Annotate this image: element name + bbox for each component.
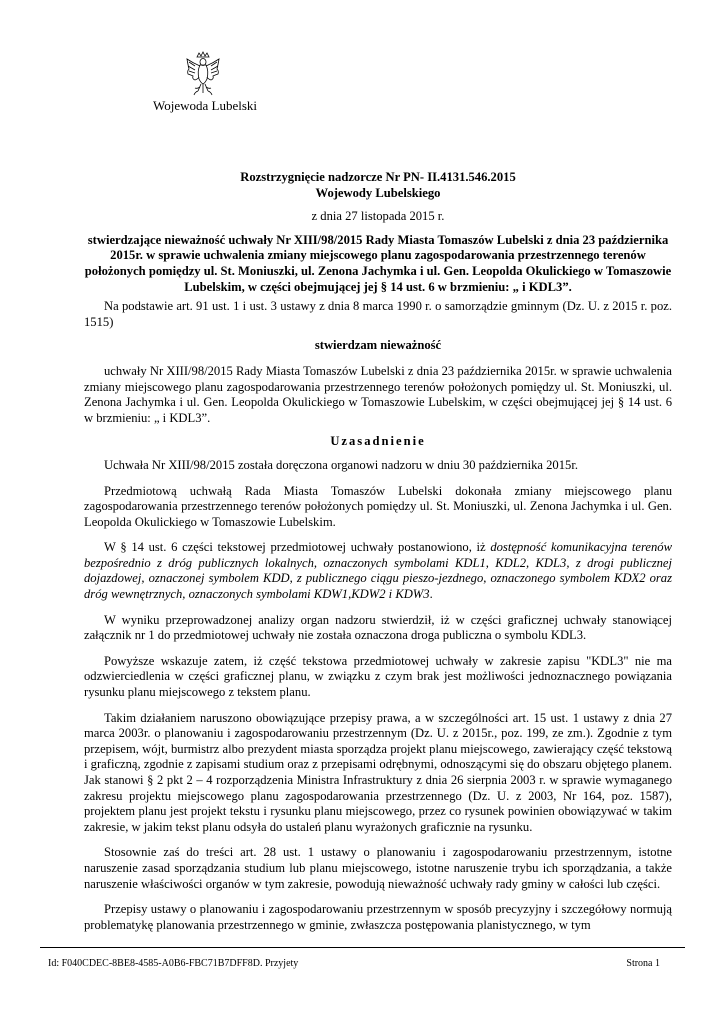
- paragraph-1: Uchwała Nr XIII/98/2015 została doręczona organowi nadzoru w dniu 30 października 2015r.: [104, 457, 578, 472]
- resolution-title: Rozstrzygnięcie nadzorcze Nr PN- II.4131.546.2015: [240, 170, 516, 184]
- decision-text: uchwały Nr XIII/98/2015 Rady Miasta Tomaszów Lubelski z dnia 23 października 2015r. w sprawie uchwalenia zmiany miejscowego planu zagospodarowania przestrzennego terenów położonych pomiędzy ul. St. Moniuszki, ul. Zenona Jachymka i ul. Gen. Leopolda Okulickiego w Tomaszowie Lubelskim, w części obejmującej jej § 14 ust. 6 w brzmieniu: „ i KDL3”.: [84, 363, 672, 425]
- issuer-name: Wojewoda Lubelski: [152, 98, 257, 113]
- paragraph-6: Takim działaniem naruszono obowiązujące przepisy prawa, a w szczególności art. 15 ust. 1 ustawy z dnia 27 marca 2003r. o planowaniu i zagospodarowaniu przestrzennym (Dz. U. z 2015r., poz. 199, ze zm.). Zgodnie z tym przepisem, wójt, burmistrz albo prezydent miasta sporządza projekt planu miejscowego, zawierający część tekstową i graficzną, zgodnie z zapisami studium oraz z przepisami odrębnymi, odnoszącymi się do obszaru objętego planem. Jak stanowi § 2 pkt 2 – 4 rozporządzenia Ministra Infrastruktury z dnia 26 sierpnia 2003 r. w sprawie wymaganego zakresu projektu miejscowego planu zagospodarowania przestrzennego (Dz. U. z 2003, Nr 164, poz. 1587), projektem planu jest projekt tekstu i rysunku planu miejscowego, przez co rysunek powinien obowiązywać w takim zakresie, w jakim tekst planu odsyła do ustaleń planu wyrażonych graficznie na rysunku.: [84, 710, 672, 834]
- paragraph-4: W wyniku przeprowadzonej analizy organ nadzoru stwierdził, iż w części graficznej uchwały stanowiącej załącznik nr 1 do przedmiotowej uchwały nie została oznaczona droga publiczna o symbolu KDL3.: [84, 612, 672, 643]
- paragraph-7: Stosownie zaś do treści art. 28 ust. 1 ustawy o planowaniu i zagospodarowaniu przestrzennym, istotne naruszenie zasad sporządzania studium lub planu miejscowego, istotne naruszenie trybu ich sporządzania, a także naruszenie właściwości organów w tym zakresie, powodują nieważność uchwały rady gminy w całości lub części.: [84, 845, 672, 891]
- paragraph-3-end: .: [429, 587, 433, 602]
- footer-divider: [40, 947, 685, 948]
- paragraph-3-lead: W § 14 ust. 6 części tekstowej przedmiotowej uchwały postanowiono, iż: [104, 540, 491, 555]
- polish-eagle-emblem-icon: [183, 51, 223, 97]
- resolution-date: z dnia 27 listopada 2015 r.: [311, 209, 445, 224]
- document-body: [84, 170, 672, 933]
- document-id: Id: F040CDEC-8BE8-4585-A0B6-FBC71B7DFF8D. Przyjety: [48, 958, 299, 969]
- paragraph-3: [84, 540, 672, 602]
- paragraph-5: Powyższe wskazuje zatem, iż część tekstowa przedmiotowej uchwały w zakresie zapisu "KDL3" nie ma odzwierciedlenia w części graficznej planu, w związku z czym brak jest możliwości jednoznacznego powiązania rysunku planu miejscowego z tekstem planu.: [84, 653, 672, 700]
- legal-basis: Na podstawie art. 91 ust. 1 i ust. 3 ustawy z dnia 8 marca 1990 r. o samorządzie gminnym (Dz. U. z 2015 r. poz. 1515): [84, 299, 672, 329]
- paragraph-3-quote: dostępność komunikacyjna terenów bezpośrednio z dróg publicznych lokalnych, oznaczonych symbolami KDL1, KDL2, KDL3, z drogi publicznej dojazdowej, oznaczonej symbolem KDD, z publicznego ciągu pieszo-jezdnego, oznaczonego symbolem KDX2 oraz dróg wewnętrznych, oznaczonych symbolami KDW1,KDW2 i KDW3: [84, 540, 672, 602]
- page-number: Strona 1: [626, 958, 660, 969]
- paragraph-8: Przepisy ustawy o planowaniu i zagospodarowaniu przestrzennym w sposób precyzyjny i szczegółowy normują problematykę planowania przestrzennego w gminie, zwłaszcza postępowania planistycznego, w tym: [84, 902, 672, 932]
- resolution-authority: Wojewody Lubelskiego: [315, 185, 441, 200]
- justification-heading: Uzasadnienie: [330, 434, 426, 449]
- decision-heading: stwierdzam nieważność: [314, 338, 442, 353]
- resolution-subject: stwierdzające nieważność uchwały Nr XIII/98/2015 Rady Miasta Tomaszów Lubelski z dnia 23 października 2015r. w sprawie uchwalenia zmiany miejscowego planu zagospodarowania przestrzennego terenów położonych pomiędzy ul. St. Moniuszki, ul. Zenona Jachymka i ul. Gen. Leopolda Okulickiego w Tomaszowie Lubelskim, w części obejmującej jej § 14 ust. 6 w brzmieniu: „ i KDL3”.: [84, 232, 672, 294]
- paragraph-2: Przedmiotową uchwałą Rada Miasta Tomaszów Lubelski dokonała zmiany miejscowego planu zagospodarowania przestrzennego terenów położonych pomiędzy ul. St. Moniuszki, ul. Zenona Jachymka i ul. Gen. Leopolda Okulickiego w Tomaszowie Lubelskim.: [84, 483, 672, 529]
